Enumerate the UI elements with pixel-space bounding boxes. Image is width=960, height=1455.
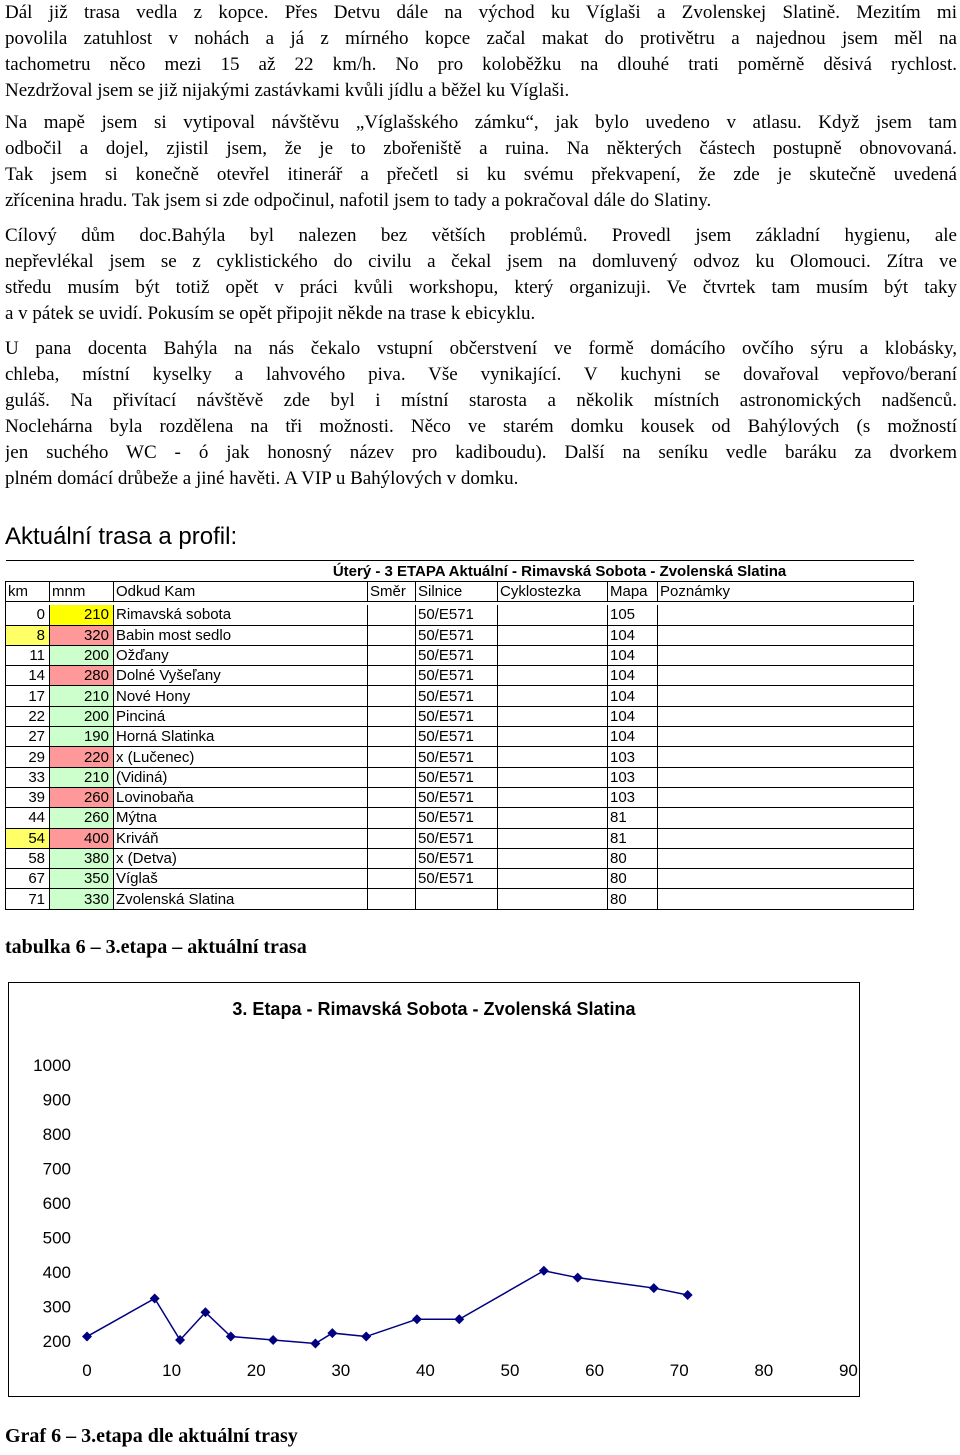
altitude-cell: 220 (50, 747, 114, 767)
x-tick-label: 50 (500, 1361, 520, 1380)
road-cell: 50/E571 (416, 767, 498, 787)
paragraph-line: guláš. Na přivítací návštěvě zde byl i místní starosta a několik místních astronomických nadšenců. (5, 390, 957, 411)
column-header: Směr (368, 582, 416, 602)
column-header: Odkud Kam (114, 582, 368, 602)
paragraph-line: Nezdržoval jsem se již nijakými zastávkami kvůli jídlu a běžel ku Víglaši. (5, 80, 570, 101)
table-row (6, 869, 914, 889)
x-tick-label: 20 (246, 1361, 266, 1380)
data-point-marker (454, 1314, 464, 1324)
place-cell: Víglaš (114, 869, 368, 889)
x-tick-label: 40 (415, 1361, 435, 1380)
paragraph-line: povolila zatuhlost v nohách a já z mírného kopce začal makat do protivětru a najednou jsem měl na (5, 28, 957, 49)
direction-cell (368, 889, 416, 909)
table-caption: tabulka 6 – 3.etapa – aktuální trasa (5, 936, 307, 958)
place-cell: Pinciná (114, 706, 368, 726)
altitude-cell: 200 (50, 706, 114, 726)
x-tick-label: 10 (162, 1361, 182, 1380)
y-tick-label: 900 (42, 1090, 71, 1110)
paragraph-line: a v pátek se uvidí. Pokusím se opět připojit někde na trase k ebicyklu. (5, 303, 536, 324)
data-point-marker (412, 1314, 422, 1324)
paragraph-line: tachometru něco mezi 15 až 22 km/h. No pro koloběžku na dlouhé trati poměrně děsivá rychlost. (5, 54, 957, 75)
y-tick-label: 600 (42, 1194, 71, 1213)
route-table (5, 560, 914, 910)
column-header: km (6, 582, 50, 602)
data-point-marker (361, 1332, 371, 1342)
data-point-marker (327, 1328, 337, 1338)
altitude-cell: 330 (50, 889, 114, 909)
direction-cell (368, 848, 416, 868)
y-tick-label: 700 (42, 1159, 71, 1179)
table-row (6, 645, 914, 665)
km-cell: 22 (6, 706, 50, 726)
altitude-cell: 260 (50, 808, 114, 828)
cycle-path-cell (498, 727, 608, 747)
notes-cell (658, 625, 914, 645)
place-cell: Lovinobaňa (114, 787, 368, 807)
table-row (6, 828, 914, 848)
paragraph-hospitality (5, 336, 957, 492)
altitude-cell: 260 (50, 787, 114, 807)
road-cell: 50/E571 (416, 787, 498, 807)
direction-cell (368, 767, 416, 787)
cycle-path-cell (498, 666, 608, 686)
place-cell: Babin most sedlo (114, 625, 368, 645)
km-cell: 71 (6, 889, 50, 909)
direction-cell (368, 747, 416, 767)
road-cell (416, 889, 498, 909)
table-row (6, 787, 914, 807)
altitude-cell: 200 (50, 645, 114, 665)
notes-cell (658, 686, 914, 706)
place-cell: Kriváň (114, 828, 368, 848)
altitude-cell: 210 (50, 686, 114, 706)
chart-title: 3. Etapa - Rimavská Sobota - Zvolenská Slatina (232, 999, 636, 1019)
table-title: Úterý - 3 ETAPA Aktuální - Rimavská Sobota - Zvolenská Slatina (6, 561, 914, 582)
road-cell: 50/E571 (416, 747, 498, 767)
km-cell: 11 (6, 645, 50, 665)
map-cell: 103 (608, 747, 658, 767)
table-row (6, 625, 914, 645)
data-point-marker (649, 1283, 659, 1293)
table-body (6, 605, 914, 909)
section-heading: Aktuální trasa a profil: (5, 523, 238, 550)
direction-cell (368, 666, 416, 686)
cycle-path-cell (498, 767, 608, 787)
direction-cell (368, 727, 416, 747)
place-cell: x (Detva) (114, 848, 368, 868)
paragraph-line: zřícenina hradu. Tak jsem si zde odpočinul, nafotil jsem to tady a pokračoval dále do Slatiny. (5, 190, 712, 211)
place-cell: Ožďany (114, 645, 368, 665)
column-header: Mapa (608, 582, 658, 602)
direction-cell (368, 706, 416, 726)
road-cell: 50/E571 (416, 808, 498, 828)
direction-cell (368, 808, 416, 828)
y-tick-label: 500 (42, 1228, 71, 1248)
altitude-cell: 400 (50, 828, 114, 848)
cycle-path-cell (498, 828, 608, 848)
data-point-marker (573, 1273, 583, 1283)
map-cell: 104 (608, 727, 658, 747)
x-tick-label: 80 (754, 1361, 774, 1380)
table-row (6, 666, 914, 686)
paragraph-descent (5, 0, 957, 104)
paragraph-line: plném domácí drůbeže a jiné havěti. A VIP u Bahýlových v domku. (5, 468, 519, 489)
km-cell: 8 (6, 625, 50, 645)
table-row (6, 747, 914, 767)
km-cell: 67 (6, 869, 50, 889)
x-tick-label: 0 (82, 1361, 92, 1380)
road-cell: 50/E571 (416, 605, 498, 625)
data-point-marker (683, 1290, 693, 1300)
road-cell: 50/E571 (416, 666, 498, 686)
table-row (6, 686, 914, 706)
km-cell: 39 (6, 787, 50, 807)
direction-cell (368, 605, 416, 625)
cycle-path-cell (498, 605, 608, 625)
paragraph-line: Tak jsem si konečně otevřel itinerář a přečetl si ku svému překvapení, že zde je skutečně uvedená (5, 164, 957, 185)
x-tick-label: 70 (669, 1361, 689, 1380)
data-point-marker (539, 1266, 549, 1276)
cycle-path-cell (498, 686, 608, 706)
table-row (6, 605, 914, 625)
road-cell: 50/E571 (416, 727, 498, 747)
elevation-series-line (87, 1271, 688, 1344)
place-cell: x (Lučenec) (114, 747, 368, 767)
km-cell: 44 (6, 808, 50, 828)
y-tick-label: 200 (42, 1332, 71, 1351)
road-cell: 50/E571 (416, 869, 498, 889)
paragraph-line: chleba, místní kyselky a lahvového piva. Vše vynikající. V kuchyni se dovařoval vepřovo/beraní (5, 364, 957, 385)
graph-caption: Graf 6 – 3.etapa dle aktuální trasy (5, 1425, 298, 1447)
direction-cell (368, 828, 416, 848)
paragraph-line: U pana docenta Bahýla na nás čekalo vstupní občerstvení ve formě domácího ovčího sýru a klobásky, (5, 338, 957, 359)
table-row (6, 767, 914, 787)
place-cell: Rimavská sobota (114, 605, 368, 625)
paragraph-line: odbočil a dojel, zjistil jsem, že je to zbořeniště a ruina. Na některých částech postupně obnovovaná. (5, 138, 957, 159)
map-cell: 80 (608, 869, 658, 889)
table-header-row (6, 582, 914, 602)
x-tick-label: 60 (585, 1361, 605, 1380)
column-header: Silnice (416, 582, 498, 602)
map-cell: 105 (608, 605, 658, 625)
km-cell: 29 (6, 747, 50, 767)
km-cell: 0 (6, 605, 50, 625)
map-cell: 81 (608, 808, 658, 828)
km-cell: 14 (6, 666, 50, 686)
altitude-cell: 190 (50, 727, 114, 747)
paragraph-line: Cílový dům doc.Bahýla byl nalezen bez větších problémů. Provedl jsem základní hygienu, ale (5, 225, 957, 246)
map-cell: 104 (608, 706, 658, 726)
notes-cell (658, 787, 914, 807)
road-cell: 50/E571 (416, 686, 498, 706)
map-cell: 104 (608, 686, 658, 706)
y-tick-label: 400 (42, 1263, 71, 1282)
x-tick-label: 30 (331, 1361, 351, 1380)
road-cell: 50/E571 (416, 828, 498, 848)
direction-cell (368, 787, 416, 807)
direction-cell (368, 686, 416, 706)
data-point-marker (82, 1332, 92, 1342)
table-row (6, 706, 914, 726)
y-tick-label: 300 (42, 1297, 71, 1317)
place-cell: Zvolenská Slatina (114, 889, 368, 909)
altitude-cell: 320 (50, 625, 114, 645)
altitude-cell: 350 (50, 869, 114, 889)
column-header: mnm (50, 582, 114, 602)
notes-cell (658, 848, 914, 868)
altitude-cell: 210 (50, 767, 114, 787)
notes-cell (658, 706, 914, 726)
table-row (6, 727, 914, 747)
direction-cell (368, 645, 416, 665)
paragraph-line: Na mapě jsem si vytipoval návštěvu „Víglašského zámku“, jak bylo uvedeno v atlasu. Když jsem tam (5, 112, 957, 133)
map-cell: 104 (608, 645, 658, 665)
map-cell: 81 (608, 828, 658, 848)
map-cell: 103 (608, 787, 658, 807)
km-cell: 27 (6, 727, 50, 747)
notes-cell (658, 727, 914, 747)
paragraph-line: středu musím být totiž opět v práci kvůli workshopu, který organizuji. Ve čtvrtek tam musím být taky (5, 277, 957, 298)
paragraph-arrival (5, 223, 957, 327)
cycle-path-cell (498, 787, 608, 807)
map-cell: 80 (608, 889, 658, 909)
notes-cell (658, 808, 914, 828)
direction-cell (368, 625, 416, 645)
table-row (6, 848, 914, 868)
paragraph-castle (5, 110, 957, 214)
notes-cell (658, 605, 914, 625)
direction-cell (368, 869, 416, 889)
cycle-path-cell (498, 706, 608, 726)
data-point-marker (268, 1335, 278, 1345)
elevation-chart (9, 983, 859, 1396)
map-cell: 104 (608, 625, 658, 645)
paragraph-line: Dál již trasa vedla z kopce. Přes Detvu dále na východ ku Víglaši a Zvolenskej Slatině. Mezitím mi (5, 2, 957, 23)
notes-cell (658, 666, 914, 686)
paragraph-line: nepřevlékal jsem se z cyklistického do civilu a čekal jsem na domluvený odvoz ku Olomouci. Zítra ve (5, 251, 957, 272)
cycle-path-cell (498, 645, 608, 665)
cycle-path-cell (498, 808, 608, 828)
altitude-cell: 210 (50, 605, 114, 625)
data-point-marker (310, 1338, 320, 1348)
road-cell: 50/E571 (416, 645, 498, 665)
map-cell: 104 (608, 666, 658, 686)
cycle-path-cell (498, 889, 608, 909)
table-row (6, 889, 914, 909)
place-cell: Nové Hony (114, 686, 368, 706)
map-cell: 80 (608, 848, 658, 868)
x-tick-label: 90 (838, 1361, 858, 1380)
table-row (6, 808, 914, 828)
cycle-path-cell (498, 848, 608, 868)
notes-cell (658, 869, 914, 889)
place-cell: Mýtna (114, 808, 368, 828)
notes-cell (658, 645, 914, 665)
road-cell: 50/E571 (416, 848, 498, 868)
place-cell: Horná Slatinka (114, 727, 368, 747)
altitude-cell: 380 (50, 848, 114, 868)
place-cell: Dolné Vyšeľany (114, 666, 368, 686)
cycle-path-cell (498, 747, 608, 767)
notes-cell (658, 828, 914, 848)
cycle-path-cell (498, 625, 608, 645)
notes-cell (658, 889, 914, 909)
notes-cell (658, 767, 914, 787)
data-point-marker (150, 1293, 160, 1303)
column-header: Cyklostezka (498, 582, 608, 602)
altitude-cell: 280 (50, 666, 114, 686)
route-table-wrapper (5, 560, 913, 910)
y-tick-label: 800 (42, 1125, 71, 1144)
km-cell: 58 (6, 848, 50, 868)
road-cell: 50/E571 (416, 706, 498, 726)
road-cell: 50/E571 (416, 625, 498, 645)
km-cell: 17 (6, 686, 50, 706)
notes-cell (658, 747, 914, 767)
cycle-path-cell (498, 869, 608, 889)
column-header: Poznámky (658, 582, 914, 602)
chart-frame (8, 982, 860, 1397)
map-cell: 103 (608, 767, 658, 787)
paragraph-line: Noclehárna byla rozdělena na tři možnosti. Něco ve starém domku kousek od Bahýlových (s možností (5, 416, 957, 437)
km-cell: 33 (6, 767, 50, 787)
paragraph-line: jen suchého WC - ó jak honosný název pro kadiboudu). Další na seníku vedle baráku za dvorkem (5, 442, 957, 463)
km-cell: 54 (6, 828, 50, 848)
place-cell: (Vidiná) (114, 767, 368, 787)
y-tick-label: 1000 (33, 1056, 71, 1075)
